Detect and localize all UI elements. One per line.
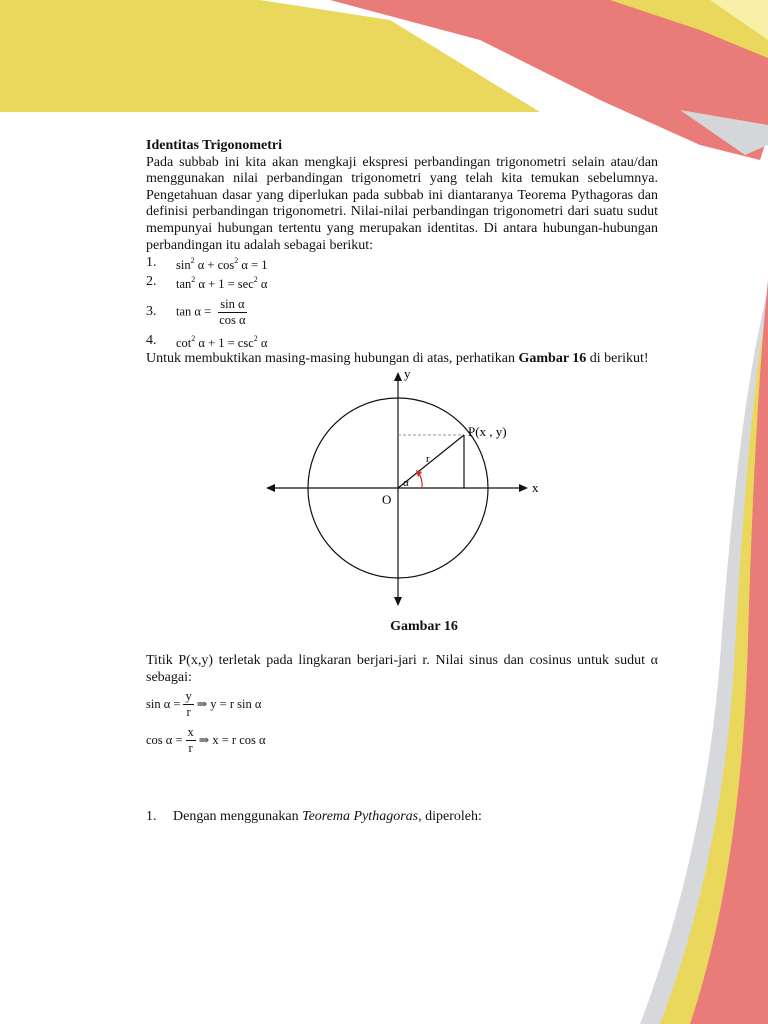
section-title: Identitas Trigonometri bbox=[146, 138, 282, 153]
identity-2 bbox=[146, 273, 658, 292]
y-axis-arrow-down bbox=[394, 597, 402, 606]
x-axis-label: x bbox=[532, 479, 539, 495]
angle-label: α bbox=[403, 476, 409, 489]
identity-number: 4. bbox=[146, 333, 157, 349]
figure-caption: Gambar 16 bbox=[390, 618, 458, 634]
unit-circle-figure bbox=[146, 368, 658, 613]
document-body bbox=[146, 138, 658, 825]
identity-3 bbox=[146, 292, 658, 332]
fraction: $\frac{y}{r}$ bbox=[185, 689, 192, 720]
figure-intro: Untuk membuktikan masing-masing hubungan di atas, perhatikan Gambar 16 di berikut! bbox=[146, 351, 649, 367]
identity-4 bbox=[146, 332, 658, 351]
origin-label: O bbox=[382, 491, 392, 507]
unit-circle-diagram bbox=[146, 368, 658, 613]
y-axis-label: y bbox=[404, 367, 411, 381]
circle-description: Titik P(x,y) terletak pada lingkaran berjari-jari r. Nilai sinus dan cosinus untuk sudut α sebagai: bbox=[146, 653, 658, 685]
step-text: Dengan menggunakan Teorema Pythagoras, diperoleh: bbox=[173, 808, 482, 824]
identity-number: 3. bbox=[146, 303, 157, 319]
fraction: $\frac{\text{sin α}}{\text{cos α}}$ bbox=[219, 296, 246, 327]
point-label: P(x , y) bbox=[468, 423, 507, 439]
identity-formula: tan α = $\frac{\text{sin α}}{\text{cos α}}$ bbox=[176, 296, 246, 327]
step-number: 1. bbox=[146, 808, 157, 824]
identity-1 bbox=[146, 254, 658, 273]
cosine-formula: cos α = $\frac{x}{r}$ ⇒ x = r cos α bbox=[146, 725, 266, 756]
radius-label: r bbox=[426, 452, 430, 465]
x-axis-arrow-right bbox=[519, 484, 528, 492]
identity-formula: $\tan^2 \alpha + 1 = \sec^2 \alpha$ bbox=[176, 275, 268, 292]
step-1 bbox=[146, 809, 658, 826]
sine-formula: sin α = $\frac{y}{r}$ ⇒ y = r sin α bbox=[146, 689, 262, 720]
y-axis-arrow-up bbox=[394, 372, 402, 381]
identity-formula: $\sin^2 \alpha + \cos^2 \alpha = 1$ bbox=[176, 256, 268, 273]
fraction: $\frac{x}{r}$ bbox=[187, 725, 194, 756]
identity-number: 1. bbox=[146, 255, 157, 271]
intro-paragraph: Pada subbab ini kita akan mengkaji ekspresi perbandingan trigonometri selain atau/dan menggunakan nilai perbandingan trigonometri yang telah kita temukan sebelumnya. Pengetahuan dasar yang diperlukan pada subbab ini diantaranya Teorema Pythagoras dan definisi perbandingan trigonometri. Nilai-nilai perbandingan trigonometri dari suatu sudut mempunyai hubungan tertentu yang merupakan identitas. Di antara hubungan-hubungan perbandingan itu adalah sebagai berikut: bbox=[146, 154, 658, 253]
x-axis-arrow-left bbox=[266, 484, 275, 492]
identity-formula: $\cot^2 \alpha + 1 = \csc^2 \alpha$ bbox=[176, 334, 268, 351]
identity-number: 2. bbox=[146, 274, 157, 290]
